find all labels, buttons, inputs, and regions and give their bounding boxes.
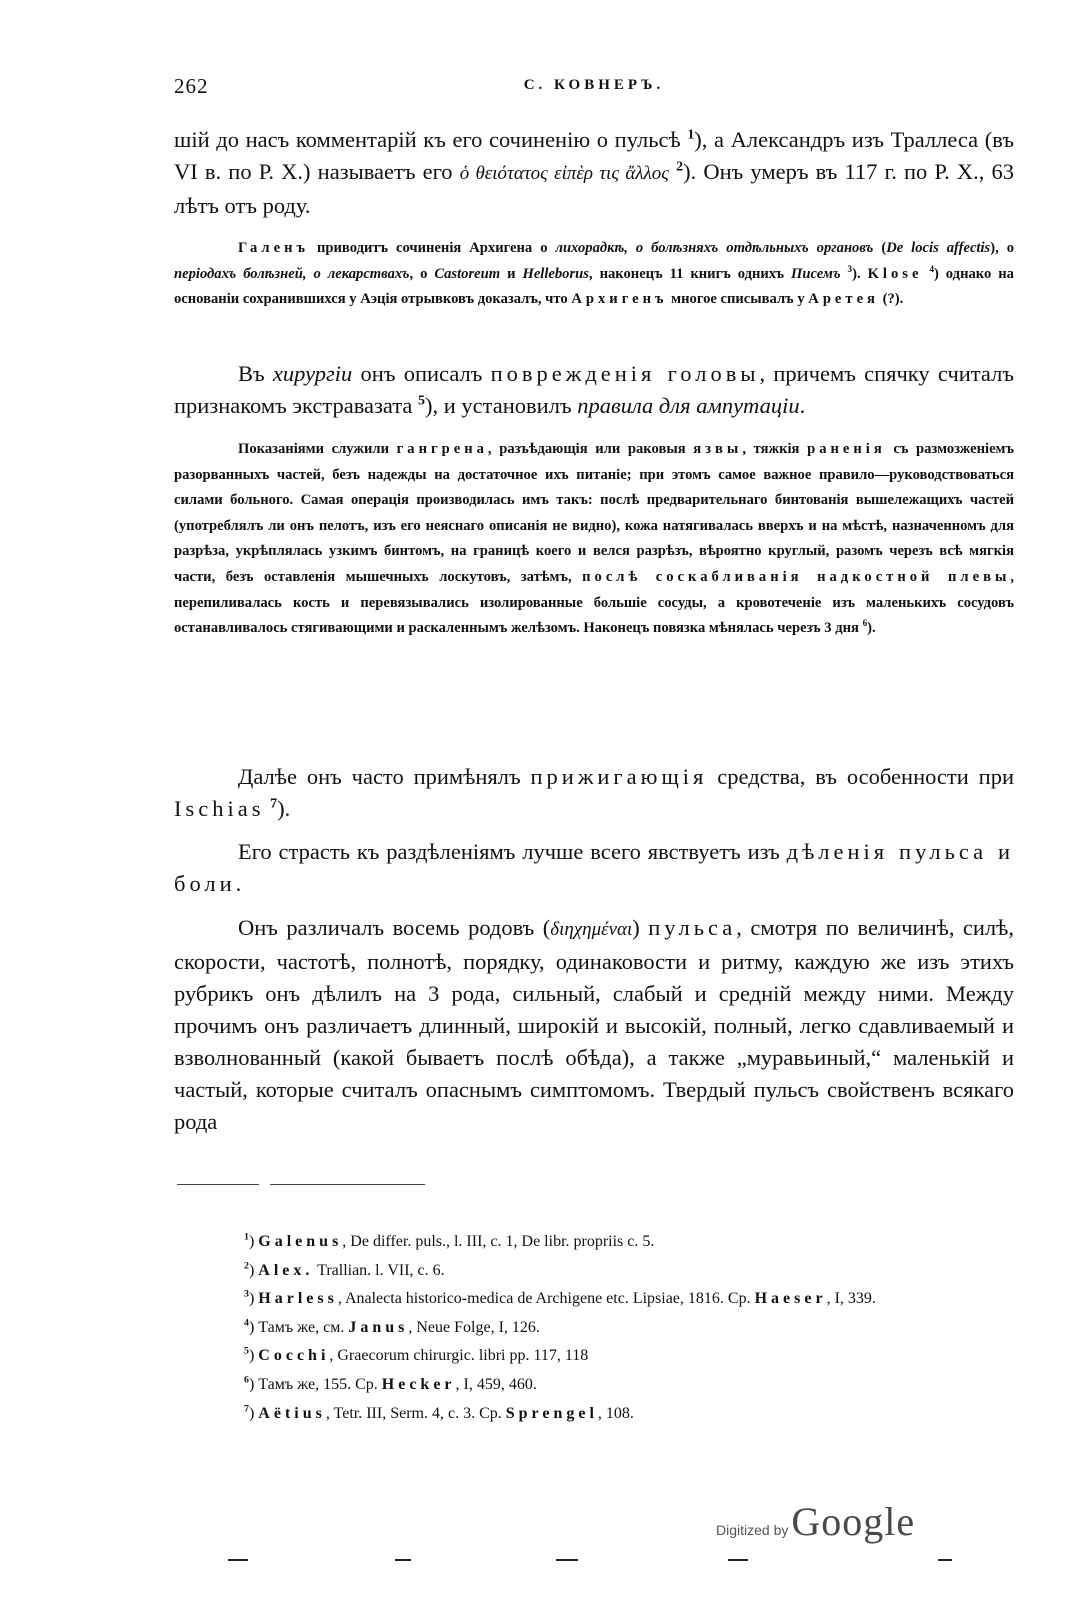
text-run: Онъ различалъ восемь родовъ ( — [238, 915, 551, 940]
text-run: Показаніями служили — [238, 441, 397, 457]
text-run: ) — [248, 1261, 259, 1279]
text-run: ), а Александръ изъ Траллеса (въ VI в. по Р. X.) называетъ его — [174, 127, 1014, 184]
paragraph-2 — [174, 358, 1014, 422]
scan-mark — [728, 1559, 748, 1561]
footnote-6 — [174, 1371, 1014, 1400]
footnote-5 — [174, 1342, 1014, 1371]
text-run: , перепиливалась кость и перевязывались изолированные большіе сосуды, а кровотеченіе изъ маленькихъ сосудовъ останавливалось стягивающими и раскаленнымъ желѣзомъ. Наконецъ повязка мѣнялась черезъ 3 дня — [174, 568, 1014, 637]
page-number: 262 — [174, 74, 209, 98]
paragraph-1-text — [174, 124, 1014, 222]
text-run: , о — [409, 265, 435, 282]
text-run: , наконецъ 11 книгъ однихъ — [588, 265, 791, 282]
text-run: съ размозженіемъ разорванныхъ частей, безъ надежды на достаточное ихъ питаніе; при этомъ самое важное правило—руководствоваться силами больного. Самая операція производилась имъ такъ: послѣ предварительнаго бинтованія вышележащихъ частей (употреблялъ ли онъ пелотъ, изъ его неяснаго описанія не видно), кожа натягивалась вверхъ и на мѣстѣ, назначенномъ для разрѣза, укрѣплялась узкимъ бинтомъ, на границѣ коего и велся разрѣзъ, вѣроятно круглый, разомъ черезъ всѣ мягкія части, безъ оставленія мышечныхъ лоскутовъ, затѣмъ, — [174, 441, 1014, 585]
text-run: средства, въ особенности при — [707, 764, 1014, 789]
text-run: Trallian. l. VII, c. 6. — [313, 1261, 445, 1279]
spaced-term: раненія — [807, 441, 886, 457]
spaced-name: Alex. — [258, 1261, 314, 1279]
spaced-name: Аретея — [808, 291, 879, 308]
spaced-name: Галенъ — [238, 240, 310, 256]
smallprint-block-2 — [174, 437, 1014, 642]
scan-mark — [395, 1559, 411, 1561]
spaced-term: послѣ соскабливанія надкостной плевы — [582, 568, 1011, 585]
footnote-number: 2 — [244, 1260, 249, 1272]
footnote-ref: 5 — [418, 393, 426, 409]
text-run: ) — [248, 1290, 259, 1308]
text-run: и — [500, 265, 523, 282]
text-run: ) однако на основаніи сохранившихся у Аэція отрывковъ доказалъ, что — [174, 265, 1014, 308]
text-run: , I, 459, 460. — [455, 1375, 537, 1393]
footnote-number: 1 — [244, 1231, 249, 1243]
footnote-rule — [177, 1184, 259, 1185]
digitized-by-google-watermark — [716, 1498, 915, 1545]
footnote-2 — [174, 1257, 1014, 1286]
scan-mark — [228, 1559, 248, 1561]
paragraph-5 — [174, 912, 1014, 1138]
text-run: ( — [873, 240, 887, 256]
footnote-7 — [174, 1400, 1014, 1429]
paragraph-5-text — [174, 912, 1014, 1138]
greek-term: διηχημέναι — [550, 919, 633, 940]
footnote-number: 4 — [244, 1317, 249, 1329]
footnote-4 — [174, 1314, 1014, 1343]
spaced-name: Cocchi — [258, 1347, 330, 1365]
text-run: , причемъ спячку считалъ признакомъ экстравазата — [174, 361, 1014, 418]
text-run: ) Тамъ же, 155. Cp. — [248, 1375, 382, 1393]
watermark-prefix: Digitized by — [716, 1522, 789, 1538]
italic-term: лихорадкѣ, о болѣзняхъ отдѣльныхъ органовъ — [555, 240, 874, 256]
text-run: Далѣе онъ часто примѣнялъ — [238, 764, 531, 789]
greek-quote: ὁ θειότατος εἰπὲρ τις ἄλλος — [459, 163, 669, 184]
spaced-name: Aëtius — [258, 1404, 326, 1422]
footnote-ref: 1 — [687, 127, 695, 143]
spaced-name: Galenus — [258, 1233, 343, 1250]
spaced-term: пульса — [648, 915, 737, 940]
footnotes — [174, 1228, 1014, 1428]
latin-title: De locis affectis — [886, 240, 991, 256]
text-run: , 108. — [597, 1404, 634, 1422]
spaced-term: поврежденія головы — [490, 361, 760, 386]
spaced-term: гангрена — [396, 441, 488, 457]
text-run: ) Тамъ же, см. — [248, 1318, 349, 1336]
text-run: ). Онъ умеръ въ 117 г. по Р. X., 63 лѣтъ отъ роду. — [174, 159, 1015, 218]
text-run: Его страсть къ раздѣленіямъ лучше всего явствуетъ изъ — [238, 839, 787, 864]
spaced-name: Harless — [258, 1290, 338, 1308]
text-run: ). — [852, 265, 868, 282]
text-run: ), о — [990, 240, 1014, 256]
text-run: , Analecta historico-medica de Archigene etc. Lipsiae, 1816. Cp. — [337, 1290, 755, 1308]
text-run: , тяжкія — [742, 441, 808, 457]
spaced-term: прижигающія — [530, 764, 708, 789]
smallprint-1-text — [174, 236, 1014, 313]
text-run: . — [235, 871, 242, 896]
paragraph-3 — [174, 761, 1014, 825]
text-run — [841, 266, 848, 282]
spaced-name: Архигенъ — [571, 291, 668, 308]
text-run: ), и установилъ — [425, 393, 578, 418]
text-run: (?). — [878, 291, 904, 308]
text-run: , Neue Folge, I, 126. — [408, 1318, 540, 1336]
paragraph-4 — [174, 836, 1014, 900]
text-run: ) — [248, 1233, 259, 1250]
footnote-number: 3 — [244, 1288, 249, 1300]
text-run: ). — [867, 620, 876, 637]
spaced-name: Klose — [867, 265, 923, 282]
latin-term: Helleborus — [522, 265, 589, 282]
running-title: С. КОВНЕРЪ. — [523, 77, 665, 93]
paragraph-3-text — [174, 761, 1014, 825]
text-run: ) — [632, 915, 649, 940]
italic-term: правила для ампутаціи — [577, 393, 800, 418]
text-run: , Tetr. III, Serm. 4, c. 3. Cp. — [325, 1404, 506, 1422]
footnote-ref: 4 — [929, 263, 934, 274]
spaced-term: Ischias — [174, 796, 265, 821]
footnote-number: 7 — [244, 1403, 249, 1415]
spaced-name: Hecker — [381, 1375, 456, 1393]
text-run: ). — [277, 796, 291, 821]
paragraph-2-text — [174, 358, 1014, 422]
text-run: , разъѣдающія или раковыя — [487, 441, 694, 457]
text-run: , Graecorum chirurgic. libri pp. 117, 118 — [329, 1347, 589, 1365]
paragraph-4-text — [174, 836, 1014, 900]
spaced-name: Janus — [348, 1318, 409, 1336]
spaced-term: дѣленія пульса и боли — [174, 839, 1014, 896]
spaced-term: язвы — [693, 441, 743, 457]
footnote-ref: 3 — [847, 263, 853, 274]
text-run: ) — [248, 1404, 259, 1422]
footnote-rule — [270, 1184, 425, 1185]
google-logo: Google — [791, 1499, 916, 1544]
smallprint-block-1 — [174, 236, 1014, 313]
spaced-name: Sprengel — [505, 1404, 598, 1422]
spaced-name: Haeser — [754, 1290, 827, 1308]
text-run: , I, 339. — [826, 1290, 876, 1308]
running-header — [174, 74, 1014, 104]
scan-mark — [938, 1559, 952, 1561]
text-run: приводитъ сочиненія Архигена о — [309, 240, 556, 256]
footnote-ref: 6 — [862, 618, 868, 629]
text-run: , De differ. puls., l. III, c. 1, De libr. propriis c. 5. — [342, 1233, 655, 1250]
text-run: , смотря по величинѣ, силѣ, скорости, частотѣ, полнотѣ, порядку, одинаковости и ритму, каждую же изъ этихъ рубрикъ онъ дѣлилъ на 3 рода, сильный, слабый и средній между ними. Между прочимъ онъ различаетъ длинный, широкій и высокій, полный, легко сдавливаемый и взволнованный (какой бываетъ послѣ обѣда), а также „муравьиный,“ маленькій и частый, которые считалъ опаснымъ симптомомъ. Твердый пульсъ свойственъ всякаго рода — [174, 915, 1014, 1134]
footnote-number: 5 — [244, 1346, 249, 1358]
scan-mark — [556, 1559, 578, 1561]
footnote-ref: 2 — [676, 159, 684, 175]
italic-term: хирургіи — [272, 361, 353, 386]
paragraph-1 — [174, 124, 1014, 222]
footnote-3 — [174, 1285, 1014, 1314]
text-run: . — [799, 393, 806, 418]
footnote-1 — [174, 1228, 1014, 1257]
text-run: онъ описалъ — [352, 361, 491, 386]
text-run: ) — [248, 1347, 259, 1365]
footnote-ref: 7 — [270, 796, 278, 812]
smallprint-2-text — [174, 437, 1014, 642]
footnote-number: 6 — [244, 1374, 249, 1386]
italic-term: періодахъ болѣзней, о лекарствахъ — [174, 265, 410, 282]
text-run: шій до насъ комментарій къ его сочиненію о пульсѣ — [174, 127, 688, 152]
italic-term: Писемъ — [791, 265, 841, 282]
text-run: многое списывалъ у — [667, 291, 809, 308]
latin-term: Castoreum — [434, 265, 501, 282]
text-run: Въ — [238, 361, 273, 386]
